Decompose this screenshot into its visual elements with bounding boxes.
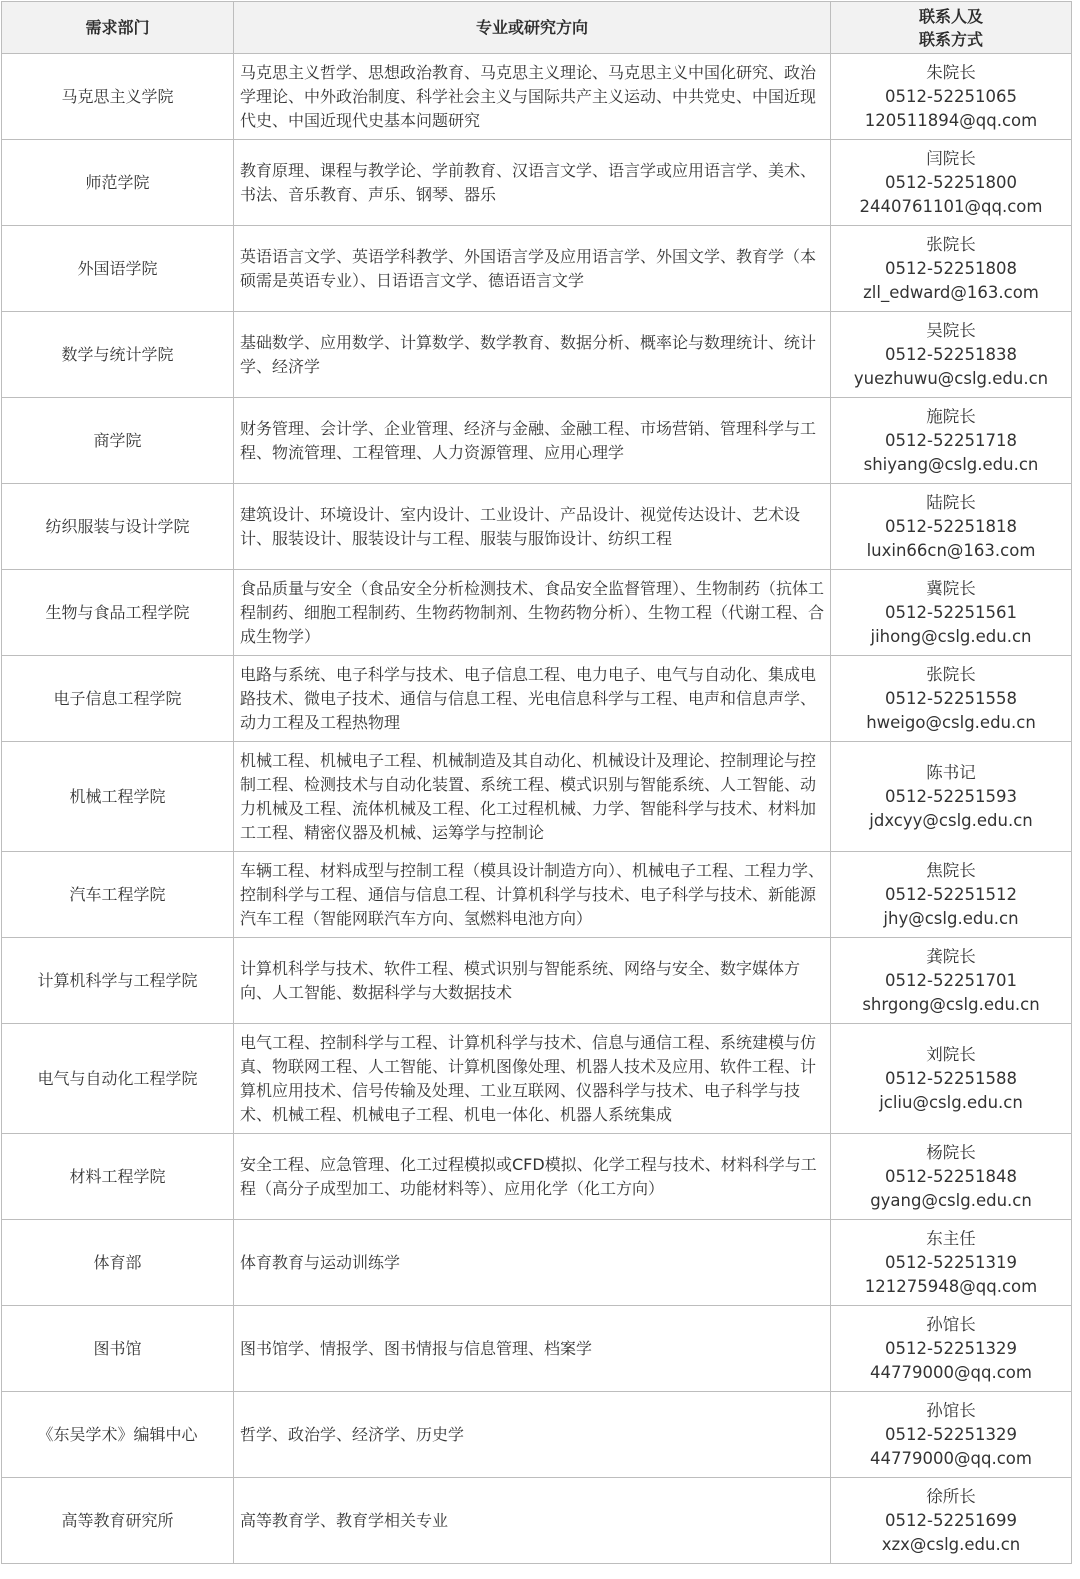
field-cell: 高等教育学、教育学相关专业 bbox=[234, 1478, 831, 1564]
field-cell: 电气工程、控制科学与工程、计算机科学与技术、信息与通信工程、系统建模与仿真、物联网工程、人工智能、计算机图像处理、机器人技术及应用、软件工程、计算机应用技术、信号传输及处理、工业互联网、仪器科学与技术、电子科学与技术、机械工程、机械电子工程、机电一体化、机器人系统集成 bbox=[234, 1024, 831, 1134]
field-cell: 体育教育与运动训练学 bbox=[234, 1220, 831, 1306]
field-cell: 电路与系统、电子科学与技术、电子信息工程、电力电子、电气与自动化、集成电路技术、微电子技术、通信与信息工程、光电信息科学与工程、电声和信息声学、动力工程及工程热物理 bbox=[234, 656, 831, 742]
contact-phone: 0512-52251512 bbox=[885, 884, 1017, 904]
contact-email: yuezhuwu@cslg.edu.cn bbox=[853, 368, 1049, 388]
contact-cell bbox=[831, 852, 1072, 938]
contact-name: 张院长 bbox=[926, 234, 976, 254]
department-cell: 材料工程学院 bbox=[2, 1134, 234, 1220]
contact-name: 冀院长 bbox=[926, 578, 976, 598]
table-row bbox=[2, 312, 1072, 398]
contact-phone: 0512-52251701 bbox=[885, 970, 1017, 990]
contact-cell bbox=[831, 1392, 1072, 1478]
field-cell: 图书馆学、情报学、图书情报与信息管理、档案学 bbox=[234, 1306, 831, 1392]
contact-name: 孙馆长 bbox=[926, 1400, 976, 1420]
contact-name: 龚院长 bbox=[926, 946, 976, 966]
contact-name: 陈书记 bbox=[926, 762, 976, 782]
contact-cell bbox=[831, 1134, 1072, 1220]
field-cell: 基础数学、应用数学、计算数学、数学教育、数据分析、概率论与数理统计、统计学、经济学 bbox=[234, 312, 831, 398]
contact-phone: 0512-52251800 bbox=[885, 172, 1017, 192]
contact-name: 陆院长 bbox=[926, 492, 976, 512]
contact-phone: 0512-52251699 bbox=[885, 1510, 1017, 1530]
table-row bbox=[2, 938, 1072, 1024]
contact-email: 2440761101@qq.com bbox=[859, 196, 1043, 216]
table-row bbox=[2, 226, 1072, 312]
department-cell: 生物与食品工程学院 bbox=[2, 570, 234, 656]
contact-phone: 0512-52251838 bbox=[885, 344, 1017, 364]
field-cell: 计算机科学与技术、软件工程、模式识别与智能系统、网络与安全、数字媒体方向、人工智能、数据科学与大数据技术 bbox=[234, 938, 831, 1024]
table-row bbox=[2, 1392, 1072, 1478]
department-cell: 数学与统计学院 bbox=[2, 312, 234, 398]
contact-cell bbox=[831, 54, 1072, 140]
contact-phone: 0512-52251319 bbox=[885, 1252, 1017, 1272]
table-row bbox=[2, 742, 1072, 852]
contact-phone: 0512-52251329 bbox=[885, 1338, 1017, 1358]
contact-phone: 0512-52251593 bbox=[885, 786, 1017, 806]
contact-email: jdxcyy@cslg.edu.cn bbox=[869, 810, 1033, 830]
field-cell: 英语语言文学、英语学科教学、外国语言学及应用语言学、外国文学、教育学（本硕需是英语专业）、日语语言文学、德语语言文学 bbox=[234, 226, 831, 312]
department-cell: 计算机科学与工程学院 bbox=[2, 938, 234, 1024]
contact-name: 刘院长 bbox=[926, 1044, 976, 1064]
header-field: 专业或研究方向 bbox=[234, 2, 831, 54]
contact-name: 吴院长 bbox=[926, 320, 976, 340]
contact-email: jhy@cslg.edu.cn bbox=[883, 908, 1019, 928]
contact-phone: 0512-52251808 bbox=[885, 258, 1017, 278]
contact-name: 焦院长 bbox=[926, 860, 976, 880]
header-row bbox=[2, 2, 1072, 54]
contact-cell bbox=[831, 312, 1072, 398]
contact-phone: 0512-52251818 bbox=[885, 516, 1017, 536]
contact-name: 朱院长 bbox=[926, 62, 976, 82]
contact-email: hweigo@cslg.edu.cn bbox=[866, 712, 1036, 732]
field-cell: 机械工程、机械电子工程、机械制造及其自动化、机械设计及理论、控制理论与控制工程、检测技术与自动化装置、系统工程、模式识别与智能系统、人工智能、动力机械及工程、流体机械及工程、化工过程机械、力学、智能科学与技术、材料加工工程、精密仪器及机械、运筹学与控制论 bbox=[234, 742, 831, 852]
table-row bbox=[2, 1306, 1072, 1392]
contact-cell bbox=[831, 570, 1072, 656]
contact-email: jcliu@cslg.edu.cn bbox=[879, 1092, 1023, 1112]
contact-phone: 0512-52251848 bbox=[885, 1166, 1017, 1186]
contact-cell bbox=[831, 656, 1072, 742]
header-contact-line1: 联系人及 bbox=[918, 6, 983, 26]
contact-email: shrgong@cslg.edu.cn bbox=[862, 994, 1040, 1014]
field-cell: 建筑设计、环境设计、室内设计、工业设计、产品设计、视觉传达设计、艺术设计、服装设计、服装设计与工程、服装与服饰设计、纺织工程 bbox=[234, 484, 831, 570]
contact-name: 张院长 bbox=[926, 664, 976, 684]
department-cell: 《东吴学术》编辑中心 bbox=[2, 1392, 234, 1478]
contact-name: 徐所长 bbox=[926, 1486, 976, 1506]
field-cell: 哲学、政治学、经济学、历史学 bbox=[234, 1392, 831, 1478]
contact-email: shiyang@cslg.edu.cn bbox=[863, 454, 1039, 474]
department-cell: 体育部 bbox=[2, 1220, 234, 1306]
recruitment-table bbox=[1, 1, 1072, 1564]
field-cell: 安全工程、应急管理、化工过程模拟或CFD模拟、化学工程与技术、材料科学与工程（高分子成型加工、功能材料等）、应用化学（化工方向） bbox=[234, 1134, 831, 1220]
recruitment-table-container bbox=[1, 1, 1071, 1564]
table-row bbox=[2, 398, 1072, 484]
contact-email: gyang@cslg.edu.cn bbox=[870, 1190, 1032, 1210]
department-cell: 电气与自动化工程学院 bbox=[2, 1024, 234, 1134]
department-cell: 商学院 bbox=[2, 398, 234, 484]
contact-cell bbox=[831, 226, 1072, 312]
contact-email: 120511894@qq.com bbox=[864, 110, 1038, 130]
contact-email: 44779000@qq.com bbox=[870, 1448, 1032, 1468]
contact-cell bbox=[831, 484, 1072, 570]
contact-cell bbox=[831, 1220, 1072, 1306]
department-cell: 电子信息工程学院 bbox=[2, 656, 234, 742]
field-cell: 教育原理、课程与教学论、学前教育、汉语言文学、语言学或应用语言学、美术、书法、音乐教育、声乐、钢琴、器乐 bbox=[234, 140, 831, 226]
department-cell: 图书馆 bbox=[2, 1306, 234, 1392]
contact-phone: 0512-52251588 bbox=[885, 1068, 1017, 1088]
header-department: 需求部门 bbox=[2, 2, 234, 54]
contact-email: zll_edward@163.com bbox=[863, 282, 1039, 302]
contact-cell bbox=[831, 938, 1072, 1024]
contact-cell bbox=[831, 140, 1072, 226]
department-cell: 机械工程学院 bbox=[2, 742, 234, 852]
table-row bbox=[2, 484, 1072, 570]
field-cell: 马克思主义哲学、思想政治教育、马克思主义理论、马克思主义中国化研究、政治学理论、中外政治制度、科学社会主义与国际共产主义运动、中共党史、中国近现代史、中国近现代史基本问题研究 bbox=[234, 54, 831, 140]
table-row bbox=[2, 140, 1072, 226]
table-row bbox=[2, 54, 1072, 140]
field-cell: 食品质量与安全（食品安全分析检测技术、食品安全监督管理）、生物制药（抗体工程制药、细胞工程制药、生物药物制剂、生物药物分析）、生物工程（代谢工程、合成生物学） bbox=[234, 570, 831, 656]
table-header bbox=[2, 2, 1072, 54]
contact-phone: 0512-52251561 bbox=[885, 602, 1017, 622]
contact-email: 44779000@qq.com bbox=[870, 1362, 1032, 1382]
contact-name: 孙馆长 bbox=[926, 1314, 976, 1334]
contact-phone: 0512-52251065 bbox=[885, 86, 1017, 106]
contact-cell bbox=[831, 1024, 1072, 1134]
table-row bbox=[2, 1478, 1072, 1564]
header-contact bbox=[831, 2, 1072, 54]
contact-name: 东主任 bbox=[926, 1228, 976, 1248]
contact-phone: 0512-52251329 bbox=[885, 1424, 1017, 1444]
table-row bbox=[2, 852, 1072, 938]
department-cell: 马克思主义学院 bbox=[2, 54, 234, 140]
contact-phone: 0512-52251558 bbox=[885, 688, 1017, 708]
table-row bbox=[2, 1220, 1072, 1306]
department-cell: 纺织服装与设计学院 bbox=[2, 484, 234, 570]
table-row bbox=[2, 1134, 1072, 1220]
contact-name: 施院长 bbox=[926, 406, 976, 426]
table-row bbox=[2, 1024, 1072, 1134]
department-cell: 师范学院 bbox=[2, 140, 234, 226]
table-row bbox=[2, 656, 1072, 742]
contact-cell bbox=[831, 742, 1072, 852]
department-cell: 汽车工程学院 bbox=[2, 852, 234, 938]
contact-email: xzx@cslg.edu.cn bbox=[881, 1534, 1021, 1554]
contact-cell bbox=[831, 1478, 1072, 1564]
header-contact-line2: 联系方式 bbox=[918, 29, 983, 49]
department-cell: 外国语学院 bbox=[2, 226, 234, 312]
field-cell: 车辆工程、材料成型与控制工程（模具设计制造方向）、机械电子工程、工程力学、控制科学与工程、通信与信息工程、计算机科学与技术、电子科学与技术、新能源汽车工程（智能网联汽车方向、氢燃料电池方向） bbox=[234, 852, 831, 938]
contact-cell bbox=[831, 1306, 1072, 1392]
contact-email: 121275948@qq.com bbox=[864, 1276, 1038, 1296]
field-cell: 财务管理、会计学、企业管理、经济与金融、金融工程、市场营销、管理科学与工程、物流管理、工程管理、人力资源管理、应用心理学 bbox=[234, 398, 831, 484]
contact-phone: 0512-52251718 bbox=[885, 430, 1017, 450]
contact-email: luxin66cn@163.com bbox=[866, 540, 1036, 560]
contact-cell bbox=[831, 398, 1072, 484]
table-body bbox=[2, 54, 1072, 1564]
table-row bbox=[2, 570, 1072, 656]
contact-name: 杨院长 bbox=[926, 1142, 976, 1162]
contact-name: 闫院长 bbox=[926, 148, 976, 168]
contact-email: jihong@cslg.edu.cn bbox=[870, 626, 1032, 646]
department-cell: 高等教育研究所 bbox=[2, 1478, 234, 1564]
